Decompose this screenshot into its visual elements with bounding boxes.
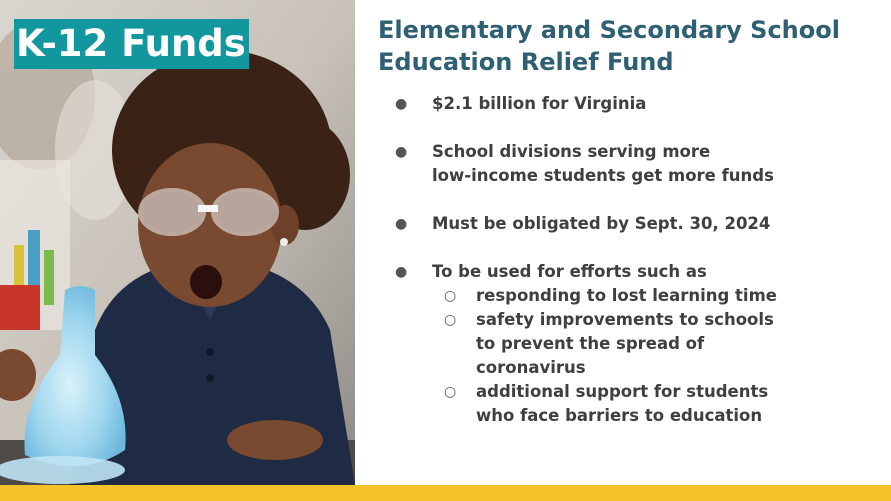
bullet-icon: ● bbox=[395, 216, 408, 232]
list-item bbox=[395, 140, 875, 188]
bullet-text: $2.1 billion for Virginia bbox=[432, 94, 647, 113]
list-item bbox=[395, 212, 875, 236]
sub-bullet-icon: ○ bbox=[444, 384, 457, 400]
bullet-text: To be used for efforts such as bbox=[432, 262, 707, 281]
bullet-text: School divisions serving more bbox=[432, 142, 711, 161]
sub-bullet-text: to prevent the spread of bbox=[476, 334, 705, 353]
sub-bullet-text: responding to lost learning time bbox=[476, 286, 777, 305]
sub-bullet-text: additional support for students bbox=[476, 382, 769, 401]
sub-bullet-icon: ○ bbox=[444, 312, 457, 328]
sub-bullet-text: coronavirus bbox=[476, 358, 586, 377]
list-item bbox=[395, 92, 875, 116]
slide-title: K-12 Funds bbox=[14, 19, 249, 69]
photo-illustration bbox=[0, 0, 355, 485]
sub-list-item bbox=[395, 380, 875, 428]
bullet-icon: ● bbox=[395, 264, 408, 280]
sub-list-item bbox=[395, 308, 875, 380]
sub-bullet-icon: ○ bbox=[444, 288, 457, 304]
bullet-list bbox=[395, 92, 875, 428]
footer-accent-bar bbox=[0, 485, 891, 501]
bullet-icon: ● bbox=[395, 144, 408, 160]
section-heading bbox=[378, 14, 888, 78]
child-science-photo bbox=[0, 0, 355, 485]
sub-bullet-text: who face barriers to education bbox=[476, 406, 763, 425]
bullet-text: low-income students get more funds bbox=[432, 166, 774, 185]
heading-line: Education Relief Fund bbox=[378, 48, 674, 76]
sub-list-item bbox=[395, 284, 875, 308]
heading-line: Elementary and Secondary School bbox=[378, 16, 840, 44]
bullet-text: Must be obligated by Sept. 30, 2024 bbox=[432, 214, 771, 233]
list-item bbox=[395, 260, 875, 284]
bullet-icon: ● bbox=[395, 96, 408, 112]
sub-bullet-text: safety improvements to schools bbox=[476, 310, 774, 329]
